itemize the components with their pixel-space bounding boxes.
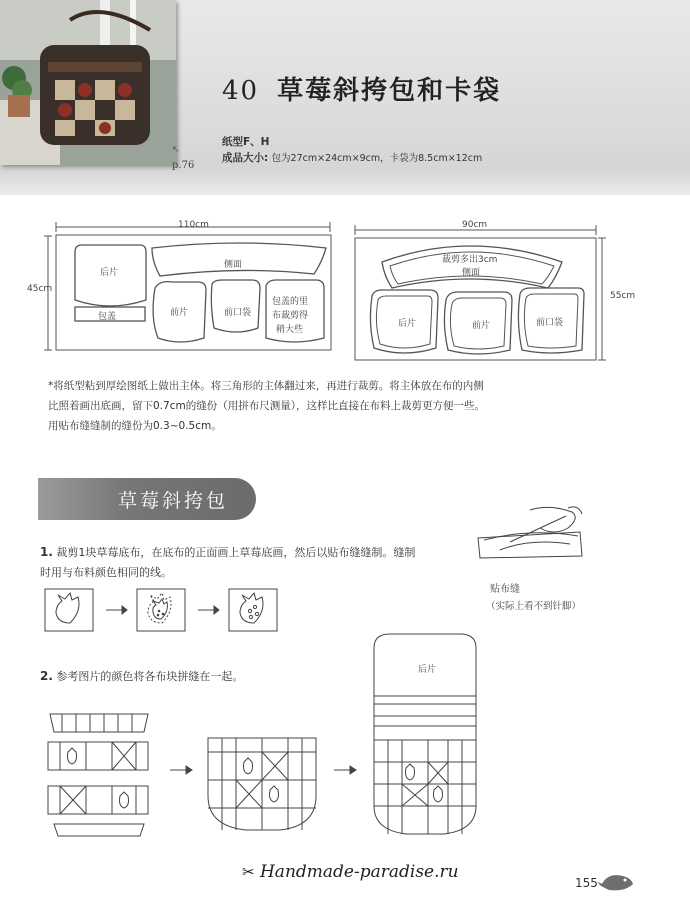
stitch-caption-sub: （实际上看不到针脚） (486, 601, 582, 612)
section-title: 草莓斜挎包 (118, 490, 229, 512)
label-back: 后片 (100, 268, 119, 278)
label-side-note: 裁剪多出3cm (442, 255, 498, 265)
right-width-label: 90cm (462, 220, 488, 230)
step-2-label-back: 后片 (418, 665, 437, 675)
bag-photo (0, 0, 176, 165)
applique-stitch-illustration (470, 498, 600, 578)
step-2-line: 2. 参考图片的颜色将各布块拼缝在一起。 (40, 669, 244, 683)
project-title: 草莓斜挎包和卡袋 (277, 76, 502, 106)
right-height-label: 55cm (610, 291, 636, 301)
project-number: 40 (222, 76, 260, 106)
stitch-caption: 贴布缝 (490, 584, 520, 595)
label-side-right: 侧面 (462, 268, 481, 278)
step-1-line-2: 时用与布料颜色相同的线。 (40, 566, 172, 579)
cutting-layout-diagrams (0, 200, 690, 370)
label-flap: 包盖 (98, 312, 117, 322)
label-front-pocket: 前口袋 (224, 308, 252, 318)
header-shade (0, 170, 690, 195)
arrow-pointer-icon: ↖ (172, 145, 180, 155)
note-line-1: *将纸型粘到厚绘图纸上做出主体。将三角形的主体翻过来，再进行裁剪。将主体放在布的内侧 (48, 380, 484, 392)
step-1-line-1: 1. 裁剪1块草莓底布，在底布的正面画上草莓底画，然后以贴布缝缝制。缝制 (40, 545, 416, 559)
page-reference: p.76 (172, 160, 195, 171)
left-height-label: 45cm (27, 284, 53, 294)
label-lining-note-2: 布裁剪得 (272, 311, 309, 321)
left-width-label: 110cm (178, 220, 209, 230)
page-title (222, 70, 501, 107)
finished-size: 成品大小: 包为27cm×24cm×9cm，卡袋为8.5cm×12cm (222, 152, 483, 164)
note-line-2: 比照着画出底画，留下0.7cm的缝份（用拼布尺测量），这样比直接在布料上裁剪更方便一些。 (48, 400, 485, 412)
bird-icon (597, 868, 637, 894)
label-pocket-right: 前口袋 (536, 318, 564, 328)
note-line-3: 用贴布缝缝制的缝份为0.3~0.5cm。 (48, 420, 222, 432)
step-1-strawberry-sequence (40, 585, 280, 635)
paper-pattern: 纸型F、H (222, 136, 270, 148)
label-lining-note-1: 包盖的里 (272, 297, 309, 307)
label-front-right: 前片 (472, 321, 491, 331)
site-watermark: ✂ Handmade-paradise.ru (242, 862, 459, 882)
label-lining-note-3: 稍大些 (276, 325, 304, 335)
label-back-right: 后片 (398, 319, 417, 329)
label-front: 前片 (170, 308, 189, 318)
scissors-icon: ✂ (242, 863, 255, 881)
page-number: 155 (575, 876, 598, 890)
label-side: 侧面 (224, 260, 243, 270)
bag-photo-image (0, 0, 176, 165)
